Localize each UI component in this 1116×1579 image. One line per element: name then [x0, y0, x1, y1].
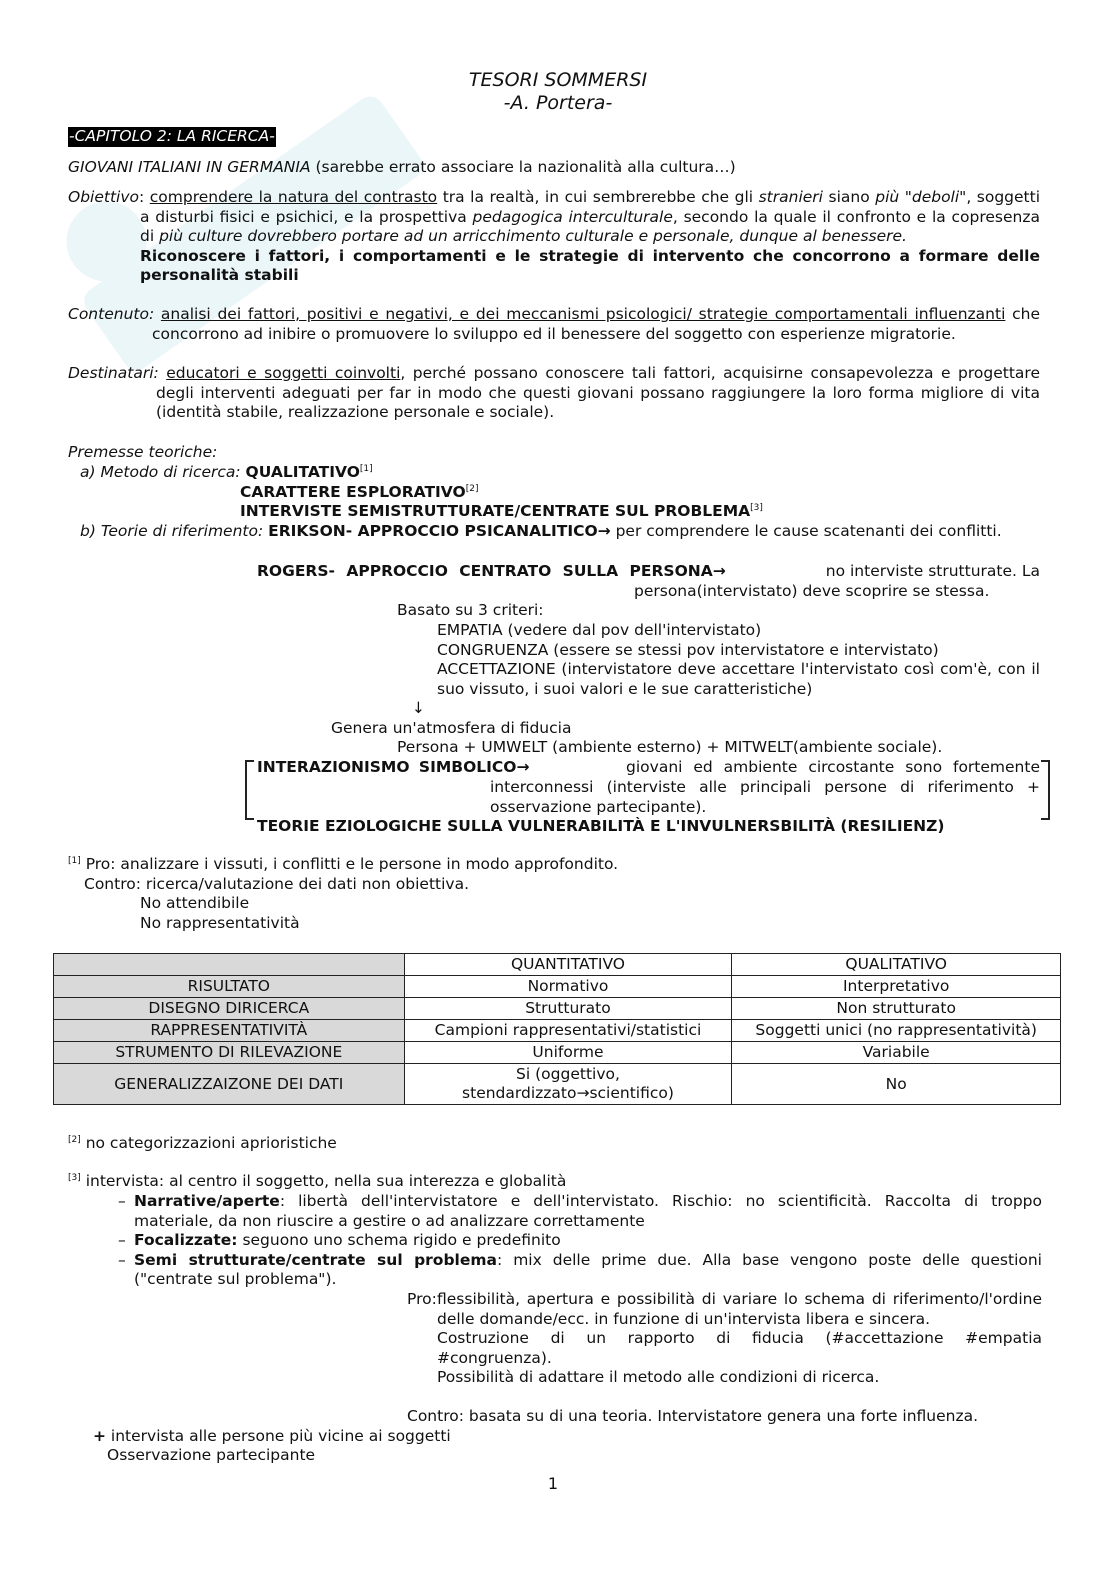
chapter-heading: -CAPITOLO 2: LA RICERCA- [69, 127, 275, 145]
content-label: Contenuto: [68, 305, 155, 323]
footnote-3 [68, 1172, 566, 1192]
table-cell: Normativo [404, 976, 732, 998]
document-title: TESORI SOMMERSI [468, 69, 648, 91]
footnote-2 [68, 1134, 337, 1154]
erikson-text: per comprendere le cause scatenanti dei conflitti. [610, 522, 1002, 540]
content-paragraph [68, 305, 1040, 344]
plus-icon: + [93, 1427, 106, 1445]
item-text: seguono uno schema rigido e predefinito [237, 1231, 561, 1250]
item-bold: Narrative/aperte [134, 1192, 280, 1210]
dash-glyph: – [118, 1231, 126, 1250]
objective-colon: : [139, 188, 150, 206]
objective-label: Obiettivo [68, 188, 139, 206]
list-item [118, 1231, 1042, 1251]
recipients-label: Destinatari: [68, 364, 159, 382]
criteria-item [410, 641, 1040, 661]
criteria-text: CONGRUENZA (essere se stessi pov intervistatore e intervistato) [437, 640, 939, 659]
document-author: -A. Portera- [503, 92, 613, 114]
criteria-intro: Basato su 3 criteri: [397, 601, 544, 619]
table-cell: Strutturato [404, 998, 732, 1020]
footnote-2-text: no categorizzazioni aprioristiche [85, 1134, 337, 1152]
method-qualitative: QUALITATIVO [245, 463, 360, 481]
comparison-table [53, 953, 1061, 1105]
content-rest: che concorrono ad inibire o promuovere lo sviluppo ed il benessere del soggetto con esperienze migratorie. [152, 305, 1040, 343]
arrow-down-icon: ↓ [412, 699, 425, 717]
bullet-icon [410, 660, 437, 699]
criteria-text: EMPATIA (vedere dal pov dell'intervistato) [437, 621, 762, 639]
objective-i3: pedagogica interculturale [472, 207, 673, 226]
objective-t2: siano [822, 188, 876, 206]
pro-text-3: Possibilità di adattare il metodo alle condizioni di ricerca. [437, 1368, 880, 1387]
table-cell: No [732, 1064, 1061, 1105]
table-row-label: RISULTATO [54, 976, 405, 998]
erikson-heading: ERIKSON- APPROCCIO PSICANALITICO→ [268, 522, 611, 540]
rogers-line [257, 562, 1040, 582]
table-cell: Si (oggettivo, stendardizzato→scientifico) [404, 1064, 732, 1105]
table-row-label: DISEGNO DIRICERCA [54, 998, 405, 1020]
table-cell: Non strutturato [732, 998, 1061, 1020]
pro-block [407, 1290, 1042, 1388]
table-cell: Variabile [732, 1042, 1061, 1064]
table-header-cell: QUANTITATIVO [404, 954, 732, 976]
objective-t1: tra la realtà, in cui sembrerebbe che gli [437, 188, 759, 206]
objective-i4: più culture dovrebbero portare ad un arricchimento culturale e personale, dunque al benessere. [159, 227, 907, 246]
footnote-2-marker: [2] [68, 1134, 81, 1145]
item-bold: Focalizzate: [134, 1231, 238, 1250]
umwelt-text: Persona + UMWELT (ambiente esterno) + MITWELT(ambiente sociale). [397, 738, 943, 756]
table-header-cell [54, 954, 405, 976]
recipients-rest: , perché possano conoscere tali fattori, acquisirne consapevolezza e progettare degli interventi adeguati per far in modo che questi giovani possano raggiungere la loro forma migliore di vita (identità stabile, realizzazione personale e sociale). [156, 364, 1040, 422]
footnote-1 [68, 855, 618, 875]
contro-text: Contro: basata su di una teoria. Intervistatore genera una forte influenza. [407, 1407, 979, 1425]
table-header-row [54, 954, 1061, 976]
table-row [54, 1064, 1061, 1105]
table-row [54, 998, 1061, 1020]
method-line [80, 463, 373, 483]
table-header-cell: QUALITATIVO [732, 954, 1061, 976]
theories-line [80, 522, 1040, 542]
objective-i1: stranieri [758, 188, 823, 206]
dash-glyph: – [118, 1192, 126, 1210]
footnote-3-marker: [3] [68, 1172, 81, 1183]
premises-heading: Premesse teoriche: [68, 443, 218, 461]
pro-text-2: Costruzione di un rapporto di fiducia (#accettazione #empatia #congruenza). [437, 1329, 1042, 1367]
plus-line [93, 1427, 451, 1447]
table-row-label: GENERALIZZAIZONE DEI DATI [54, 1064, 405, 1105]
objective-t3: , soggetti a disturbi fisici e psichici, e la prospettiva [140, 188, 1041, 226]
criteria-item [410, 621, 1040, 641]
dash-glyph: – [118, 1250, 126, 1269]
footnote-ref-3[interactable]: [3] [750, 502, 763, 513]
interaction-text-1: giovani ed ambiente circostante sono fortemente [626, 758, 1040, 776]
method-exploratory [240, 483, 478, 503]
list-item [118, 1251, 1042, 1290]
intro-line [68, 158, 736, 178]
theories-label: b) Teorie di riferimento: [80, 522, 269, 540]
footnote-1-marker: [1] [68, 855, 81, 866]
objective-paragraph [68, 188, 1040, 286]
table-row [54, 976, 1061, 998]
method-interviews-text: INTERVISTE SEMISTRUTTURATE/CENTRATE SUL PROBLEMA [240, 502, 751, 520]
criteria-text: ACCETTAZIONE (intervistatore deve accettare l'intervistato così com'è, con il suo vissuto, i suoi valori e le sue caratteristiche) [437, 660, 1040, 698]
footnote-1-c2: No rappresentatività [140, 914, 300, 932]
bullet-icon [410, 621, 437, 641]
pro-label: Pro: [407, 1290, 437, 1308]
etiology-heading: TEORIE EZIOLOGICHE SULLA VULNERABILITÀ E L'INVULNERSBILITÀ (RESILIENZ) [257, 817, 945, 835]
objective-underlined: comprendere la natura del contrasto [149, 188, 438, 206]
atmosphere-text: Genera un'atmosfera di fiducia [331, 719, 572, 737]
interaction-heading: INTERAZIONISMO SIMBOLICO→ [257, 758, 530, 776]
footnote-ref-1[interactable]: [1] [359, 463, 373, 474]
rogers-text-1: no interviste strutturate. La [825, 562, 1040, 580]
interview-types-list [118, 1192, 1042, 1290]
footnote-1-pro: Pro: analizzare i vissuti, i conflitti e le persone in modo approfondito. [85, 855, 619, 873]
observation-text: Osservazione partecipante [107, 1446, 316, 1464]
rogers-heading: ROGERS- APPROCCIO CENTRATO SULLA PERSONA→ [257, 562, 726, 580]
table-cell: Campioni rappresentativi/statistici [404, 1020, 732, 1042]
right-bracket [1041, 760, 1050, 820]
item-text: : mix delle prime due. Alla base vengono poste delle questioni ("centrate sul problema"). [134, 1250, 1042, 1289]
bullet-icon [410, 641, 437, 661]
left-bracket [245, 760, 254, 820]
intro-topic: GIOVANI ITALIANI IN GERMANIA [68, 158, 311, 176]
item-bold: Semi strutturate/centrate sul problema [134, 1250, 497, 1269]
footnote-1-c1: No attendibile [140, 894, 250, 912]
footnote-3-text: intervista: al centro il soggetto, nella sua interezza e globalità [85, 1172, 567, 1190]
content-underlined: analisi dei fattori, positivi e negativi, e dei meccanismi psicologici/ strategie comportamentali influenzanti [160, 305, 1006, 323]
method-label: a) Metodo di ricerca: [80, 463, 246, 481]
recipients-paragraph [68, 364, 1040, 423]
pro-text-1: flessibilità, apertura e possibilità di variare lo schema di riferimento/l'ordine delle domande/ecc. in funzione di un'intervista libera e sincera. [437, 1290, 1042, 1328]
rogers-text-2: persona(intervistato) deve scoprire se stessa. [634, 582, 990, 600]
method-exploratory-text: CARATTERE ESPLORATIVO [240, 483, 466, 501]
criteria-list [410, 621, 1040, 699]
table-cell: Uniforme [404, 1042, 732, 1064]
plus-text: intervista alle persone più vicine ai soggetti [106, 1427, 451, 1445]
footnote-ref-2[interactable]: [2] [465, 483, 479, 494]
table-row-label: STRUMENTO DI RILEVAZIONE [54, 1042, 405, 1064]
table-row [54, 1042, 1061, 1064]
objective-t4: , secondo la quale il confronto e la copresenza di [140, 207, 1040, 246]
footnote-1-contro: Contro: ricerca/valutazione dei dati non obiettiva. [84, 875, 470, 893]
objective-i2: più "deboli" [875, 188, 967, 206]
item-text: : libertà dell'intervistatore e dell'intervistato. Rischio: no scientificità. Raccolta di troppo materiale, da non riuscire a gestire o ad analizzare correttamente [134, 1192, 1042, 1230]
criteria-item [410, 660, 1040, 699]
recipients-underlined: educatori e soggetti coinvolti [166, 364, 401, 382]
interaction-line [257, 758, 1040, 778]
table-row [54, 1020, 1061, 1042]
table-cell: Soggetti unici (no rappresentatività) [732, 1020, 1061, 1042]
interaction-text-2: interconnessi (interviste alle principali persone di riferimento + osservazione partecipante). [490, 778, 1040, 816]
intro-note: (sarebbe errato associare la nazionalità alla cultura…) [310, 158, 736, 176]
table-row-label: RAPPRESENTATIVITÀ [54, 1020, 405, 1042]
method-interviews [240, 502, 763, 522]
list-item [118, 1192, 1042, 1231]
table-cell: Interpretativo [732, 976, 1061, 998]
objective-bold: Riconoscere i fattori, i comportamenti e le strategie di intervento che concorrono a formare delle personalità stabili [140, 246, 1040, 285]
page-number: 1 [547, 1474, 559, 1493]
